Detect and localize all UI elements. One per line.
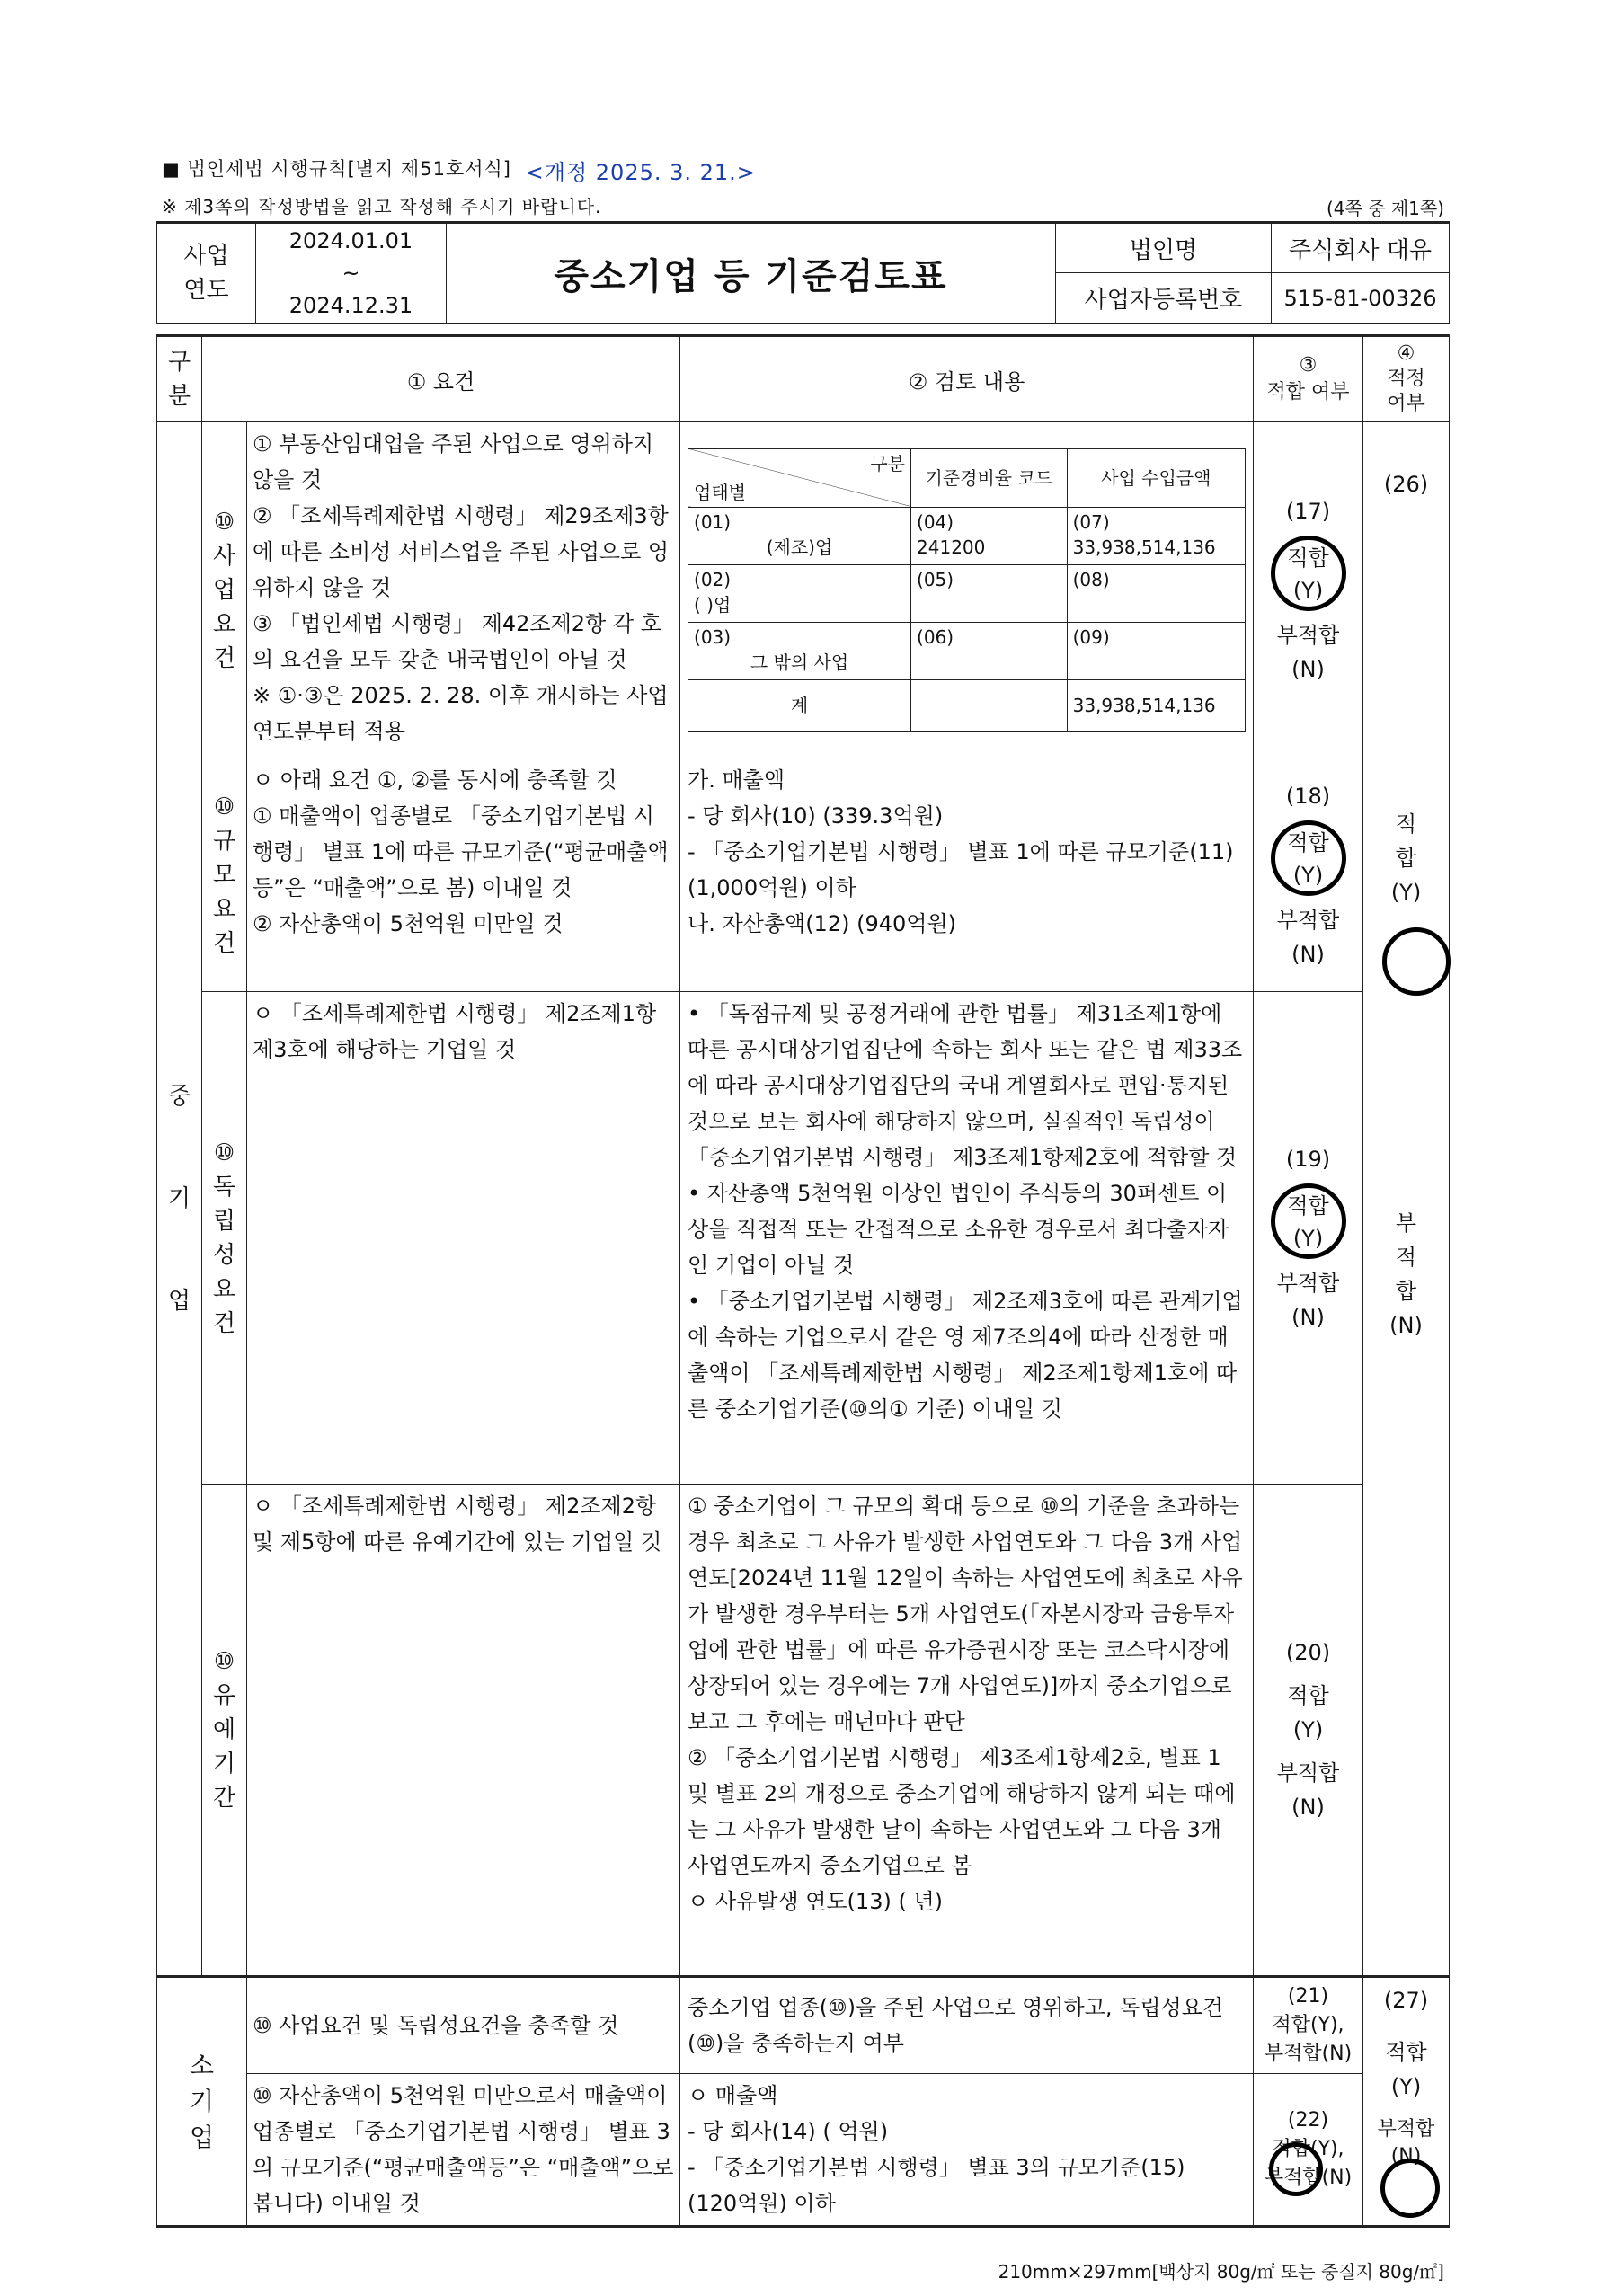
paper-spec: 210mm×297mm[백상지 80g/㎡ 또는 중질지 80g/㎡] <box>998 2261 1444 2283</box>
total-amt: 33,938,514,136 <box>1067 679 1245 731</box>
r106-review: ㅇ 매출액 - 당 회사(14) ( 억원) - 「중소기업기본법 시행령」 별표 3의 규모기준(15) (120억원) 이하 <box>680 2074 1254 2227</box>
r105-review: 중소기업 업종(⑩)을 주된 사업으로 영위하고, 독립성요건(⑩)을 충족하는지 여부 <box>680 1977 1254 2074</box>
r103-requirement: ㅇ 「조세특례제한법 시행령」 제2조제1항제3호에 해당하는 기업일 것 <box>247 992 680 1485</box>
r102-fit-yes-circled: 적합 (Y) <box>1271 820 1346 896</box>
row1-biz: (01) (제조)업 <box>688 507 911 564</box>
total-code <box>911 679 1068 731</box>
bizno: 515-81-00326 <box>1272 273 1450 324</box>
col-review: ② 검토 내용 <box>680 336 1254 422</box>
row2-amt: (08) <box>1067 564 1245 622</box>
bizno-label: 사업자등록번호 <box>1056 273 1272 324</box>
row1-code: (04) 241200 <box>911 507 1068 564</box>
col-fit2: ④ 적정 여부 <box>1363 336 1450 422</box>
r104-fit-yes: 적합 (Y) <box>1287 1683 1329 1742</box>
r104-review: ① 중소기업이 그 규모의 확대 등으로 ⑩의 기준을 초과하는 경우 최초로 그 사유가 발생한 사업연도와 그 다음 3개 사업연도[2024년 11월 12일이 속하는 사업연도에 최초로 사유가 발생한 경우부터는 5개 사업연도(「자본시장과 금융투자업에 관한 법률」에 따른 유가증권시장 또는 코스닥시장에 상장되어 있는 경우에는 7개 사업연도)]까지 중소기업으로 보고 그 후에는 매년마다 판단 ② 「중소기업기본법 시행령」 제3조제1항제2호, 별표 1 및 별표 2의 개정으로 중소기업에 해당하지 않게 되는 때에는 그 사유가 발생한 날이 속하는 사업연도와 그 다음 3개 사업연도까지 중소기업으로 봄 ㅇ 사유발생 연도(13) ( 년) <box>680 1485 1254 1977</box>
r104-requirement: ㅇ 「조세특례제한법 시행령」 제2조제2항 및 제5항에 따른 유예기간에 있는 기업일 것 <box>247 1485 680 1977</box>
r104-fit: (20) 적합 (Y) 부적합 (N) <box>1254 1485 1363 1977</box>
group-small: 소 기 업 <box>157 1977 247 2227</box>
period-separator: ~ <box>342 261 360 286</box>
sme-result <box>1363 422 1450 1977</box>
r102-label: ⑩ 규 모 요 건 <box>202 758 247 992</box>
r101-requirement: ① 부동산임대업을 주된 사업으로 영위하지 않을 것 ② 「조세특례제한법 시행령」 제29조제3항에 따른 소비성 서비스업을 주된 사업으로 영위하지 않을 것 ③ 「법인세법 시행령」 제42조제2항 각 호의 요건을 모두 갖춘 내국법인이 아닐 것 ※ ①·③은 2025. 2. 28. 이후 개시하는 사업연도분부터 적용 <box>247 422 680 758</box>
criteria-table <box>156 334 1450 2228</box>
form-reference: ■ 법인세법 시행규칙[별지 제51호서식] <개정 2025. 3. 21.> <box>162 155 763 191</box>
h-biz: 업태별 <box>694 481 746 503</box>
total-label: 계 <box>688 679 911 731</box>
sme-result-no: 부 적 합 (N) <box>1389 1210 1423 1338</box>
row3-biz: (03) 그 밖의 사업 <box>688 622 911 679</box>
title-block <box>156 221 1450 324</box>
corp-name: 주식회사 대유 <box>1272 223 1450 273</box>
r101-review <box>680 422 1254 758</box>
r105-fit: (21) 적합(Y), 부적합(N) <box>1254 1977 1363 2074</box>
small-result-no: 부적합 (N) <box>1377 2118 1435 2167</box>
r105-requirement: ⑩ 사업요건 및 독립성요건을 충족할 것 <box>247 1977 680 2074</box>
r106-no-circle-mark <box>1269 2142 1323 2196</box>
h-div: 구분 <box>870 452 906 474</box>
r101-label: ⑩ 사 업 요 건 <box>202 422 247 758</box>
header-diag <box>688 448 911 507</box>
row1-amt: (07) 33,938,514,136 <box>1067 507 1245 564</box>
row2-code: (05) <box>911 564 1068 622</box>
corp-name-label: 법인명 <box>1056 223 1272 273</box>
fiscal-period <box>256 223 447 324</box>
row3-code: (06) <box>911 622 1068 679</box>
r104-fit-no: 부적합 (N) <box>1276 1760 1340 1820</box>
r103-fit-no: 부적합 (N) <box>1276 1270 1340 1330</box>
r106-fit: (22) 적합(Y), 부적합(N) <box>1254 2074 1363 2227</box>
year-label: 사업 연도 <box>157 223 256 324</box>
r102-fit: (18) 적합 (Y) 부적합 (N) <box>1254 758 1363 992</box>
group-sme: 중 기 업 <box>157 422 202 1977</box>
r103-fit-yes-circled: 적합 (Y) <box>1271 1183 1346 1259</box>
business-income-table <box>688 448 1246 732</box>
r104-label: ⑩ 유 예 기 간 <box>202 1485 247 1977</box>
sme-result-code: (26) <box>1383 472 1429 497</box>
r103-fit: (19) 적합 (Y) 부적합 (N) <box>1254 992 1363 1485</box>
r102-review: 가. 매출액 - 당 회사(10) (339.3억원) - 「중소기업기본법 시행령」 별표 1에 따른 규모기준(11) (1,000억원) 이하 나. 자산총액(12) (940억원) <box>680 758 1254 992</box>
r103-review: • 「독점규제 및 공정거래에 관한 법률」 제31조제1항에 따른 공시대상기업집단에 속하는 회사 또는 같은 법 제33조에 따라 공시대상기업집단의 국내 계열회사로 편입·통지된 것으로 보는 회사에 해당하지 않으며, 실질적인 독립성이 「중소기업기본법 시행령」 제3조제1항제2호에 적합할 것 • 자산총액 5천억원 이상인 법인이 주식등의 30퍼센트 이상을 직접적 또는 간접적으로 소유한 경우로서 최다출자자인 기업이 아닐 것 • 「중소기업기본법 시행령」 제2조제3호에 따른 관계기업에 속하는 기업으로서 같은 영 제7조의4에 따라 산정한 매출액이 「조세특례제한법 시행령」 제2조제1항제1호에 따른 중소기업기준(⑩의① 기준) 이내일 것 <box>680 992 1254 1485</box>
col-fit: ③ 적합 여부 <box>1254 336 1363 422</box>
r101-fit-no: 부적합 (N) <box>1276 622 1340 682</box>
h-amt: 사업 수입금액 <box>1067 448 1245 507</box>
period-start: 2024.01.01 <box>288 228 413 253</box>
sme-result-yes: 적 합 (Y) <box>1390 811 1422 905</box>
r106-requirement: ⑩ 자산총액이 5천억원 미만으로서 매출액이 업종별로 「중소기업기본법 시행령」 별표 3의 규모기준(“평균매출액등”은 “매출액”으로 봅니다) 이내일 것 <box>247 2074 680 2227</box>
row3-amt: (09) <box>1067 622 1245 679</box>
r102-fit-no: 부적합 (N) <box>1276 907 1340 967</box>
row2-biz: (02) ( )업 <box>688 564 911 622</box>
r103-label: ⑩ 독 립 성 요 건 <box>202 992 247 1485</box>
page-title: 중소기업 등 기준검토표 <box>447 223 1056 324</box>
r102-requirement: ㅇ 아래 요건 ①, ②를 동시에 충족할 것 ① 매출액이 업종별로 「중소기업기본법 시행령」 별표 1에 따른 규모기준(“평균매출액등”은 “매출액”으로 봄) 이내일 것 ② 자산총액이 5천억원 미만일 것 <box>247 758 680 992</box>
h-code: 기준경비율 코드 <box>911 448 1068 507</box>
revision-date: <개정 2025. 3. 21.> <box>525 160 756 185</box>
period-end: 2024.12.31 <box>288 293 413 318</box>
small-result-circle-mark <box>1380 2159 1440 2218</box>
col-division: 구 분 <box>157 336 202 422</box>
r101-fit-yes-circled: 적합 (Y) <box>1271 536 1346 611</box>
instruction-note: ※ 제3쪽의 작성방법을 읽고 작성해 주시기 바랍니다. <box>162 196 602 217</box>
col-requirement: ① 요건 <box>202 336 680 422</box>
r101-fit: (17) 적합 (Y) 부적합 (N) <box>1254 422 1363 758</box>
sme-result-circle-mark <box>1382 927 1451 996</box>
small-result-code: (27) <box>1383 1988 1429 2013</box>
small-result-yes: 적합 (Y) <box>1385 2040 1427 2099</box>
page-info: (4쪽 중 제1쪽) <box>1326 198 1444 219</box>
